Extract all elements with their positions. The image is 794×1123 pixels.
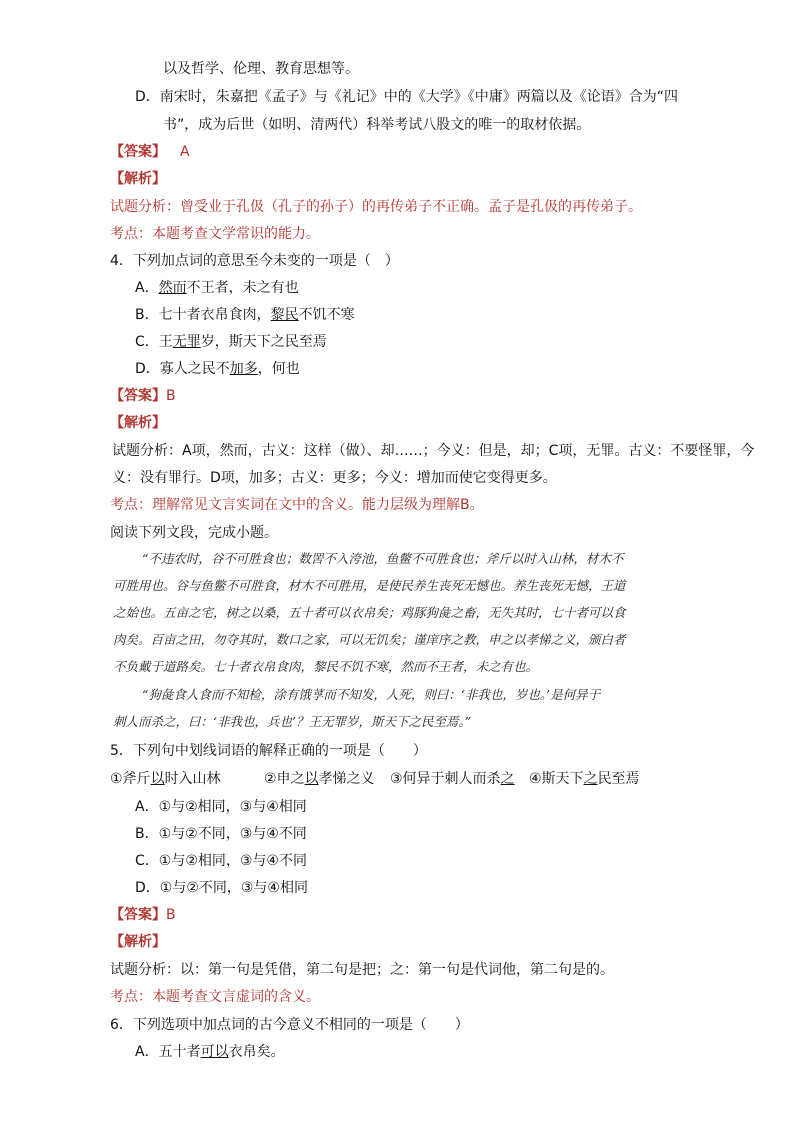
q5-analysis-text: 试题分析：以：第一句是凭借，第二句是把；之：第一句是代词他，第二句是的。 (110, 962, 614, 978)
q4-answer-row (110, 389, 176, 403)
q6-option-a (135, 1045, 285, 1059)
analysis-label: 【解析】 (110, 171, 166, 187)
q5-item1-rest: 时入山林 (164, 771, 221, 787)
q5-kaodian: 考点：本题考查文言虚词的含义。 (110, 989, 320, 1005)
q6-stem: 6．下列选项中加点词的古今意义不相同的一项是（ ） (110, 1017, 469, 1033)
passage-line-5: 不负戴于道路矣。七十者衣帛食肉，黎民不饥不寒，然而不王者，未之有也。 (113, 659, 539, 674)
q4-c-rest: 岁，斯天下之民至焉 (200, 334, 327, 350)
q6-a-rest: 衣帛矣。 (228, 1044, 285, 1060)
q4-d-underlined: 加多 (229, 361, 258, 377)
q4-analysis-label: 【解析】 (110, 415, 166, 431)
q5-option-d: D．①与②不同，③与④相同 (135, 880, 308, 896)
q4-option-a (135, 281, 299, 295)
q5-answer-value: B (166, 907, 176, 923)
q6-a-underlined: 可以 (200, 1044, 229, 1060)
q5-item1-underlined: 以 (150, 771, 165, 787)
q4-analysis-line2: 义：没有罪行。D项，加多；古义：更多；今义：增加而使它变得更多。 (112, 470, 557, 486)
q5-item-2 (264, 772, 375, 786)
q4-answer-value: B (166, 388, 176, 404)
answer-value: A (180, 144, 190, 160)
q5-item3-underlined: 之 (500, 771, 515, 787)
q5-stem: 5．下列句中划线词语的解释正确的一项是（ ） (110, 743, 427, 759)
q4-d-prefix: D．寡人之民不 (135, 361, 230, 377)
q4-b-underlined: 黎民 (270, 307, 299, 323)
q5-item2-underlined: 以 (304, 771, 319, 787)
q4-a-prefix: A． (135, 280, 159, 296)
q4-analysis-line1: 试题分析：A项，然而，古义：这样（做）、却……；今义：但是，却；C项，无罪。古义：不要怪罪，今 (112, 443, 755, 459)
q5-analysis-label: 【解析】 (110, 934, 166, 950)
passage-line-7: 刺人而杀之，曰：‘非我也，兵也’？王无罪岁，斯天下之民至焉。” (113, 714, 472, 729)
q5-answer-label: 【答案】 (110, 907, 166, 923)
option-d-line2: 书”，成为后世（如明、清两代）科举考试八股文的唯一的取材依据。 (163, 117, 591, 133)
q5-option-b: B．①与②不同，③与④不同 (135, 826, 307, 842)
q4-b-prefix: B．七十者衣帛食肉， (135, 307, 271, 323)
kaodian-text: 考点：本题考查文学常识的能力。 (110, 226, 320, 242)
passage-line-6: “狗彘食人食而不知检，涂有饿莩而不知发，人死，则曰：‘非我也，岁也。’是何异于 (142, 687, 601, 702)
passage-line-1: “不违农时，谷不可胜食也；数罟不入洿池，鱼鳖不可胜食也；斧斤以时入山林，材木不 (142, 551, 624, 566)
q4-d-rest: ，何也 (257, 361, 300, 377)
passage-line-4: 肉矣。百亩之田，勿夺其时，数口之家，可以无饥矣；谨庠序之教，申之以孝悌之义，颁白者 (113, 632, 626, 647)
q4-c-underlined: 无罪 (172, 334, 201, 350)
q5-item-1 (110, 772, 221, 786)
q5-item4-underlined: 之 (583, 771, 598, 787)
q4-option-d (135, 362, 300, 376)
option-d-line1: D．南宋时，朱嘉把《孟子》与《礼记》中的《大学》《中庸》两篇以及《论语》合为“四 (135, 89, 679, 105)
reading-intro: 阅读下列文段，完成小题。 (110, 525, 278, 541)
q5-item1-prefix: ①斧斤 (110, 771, 151, 787)
q5-answer-row (110, 908, 176, 922)
q5-item-3 (390, 772, 515, 786)
q5-item2-prefix: ②申之 (264, 771, 305, 787)
q4-answer-label: 【答案】 (110, 388, 166, 404)
analysis-text: 试题分析：曾受业于孔伋（孔子的孙子）的再传弟子不正确。孟子是孔伋的再传弟子。 (110, 199, 642, 215)
q4-c-prefix: C．王 (135, 334, 173, 350)
q4-option-b (135, 308, 355, 322)
q5-option-a: A．①与②相同，③与④相同 (135, 799, 307, 815)
q5-item3-prefix: ③何异于刺人而杀 (390, 771, 501, 787)
option-c-continuation: 以及哲学、伦理、教育思想等。 (163, 61, 359, 77)
q6-a-prefix: A．五十者 (135, 1044, 201, 1060)
q4-a-underlined: 然而 (158, 280, 187, 296)
passage-line-2: 可胜用也。谷与鱼鳖不可胜食，材木不可胜用，是使民养生丧死无憾也。养生丧死无憾，王道 (113, 578, 626, 593)
q4-kaodian: 考点：理解常见文言实词在文中的含义。能力层级为理解B。 (110, 497, 484, 513)
answer-label: 【答案】 (110, 144, 166, 160)
q5-item2-rest: 孝悌之义 (318, 771, 375, 787)
q5-option-c: C．①与②相同，③与④不同 (135, 853, 307, 869)
q4-a-rest: 不王者，未之有也 (186, 280, 299, 296)
answer-row (110, 145, 190, 159)
q5-item-4 (529, 772, 640, 786)
passage-line-3: 之始也。五亩之宅，树之以桑，五十者可以衣帛矣；鸡豚狗彘之畜，无失其时，七十者可以食 (113, 605, 626, 620)
q4-stem: 4．下列加点词的意思至今未变的一项是（ ） (110, 253, 399, 269)
q4-option-c (135, 335, 327, 349)
q5-item4-rest: 民至焉 (597, 771, 640, 787)
q4-b-rest: 不饥不寒 (298, 307, 355, 323)
q5-item4-prefix: ④斯天下 (529, 771, 584, 787)
